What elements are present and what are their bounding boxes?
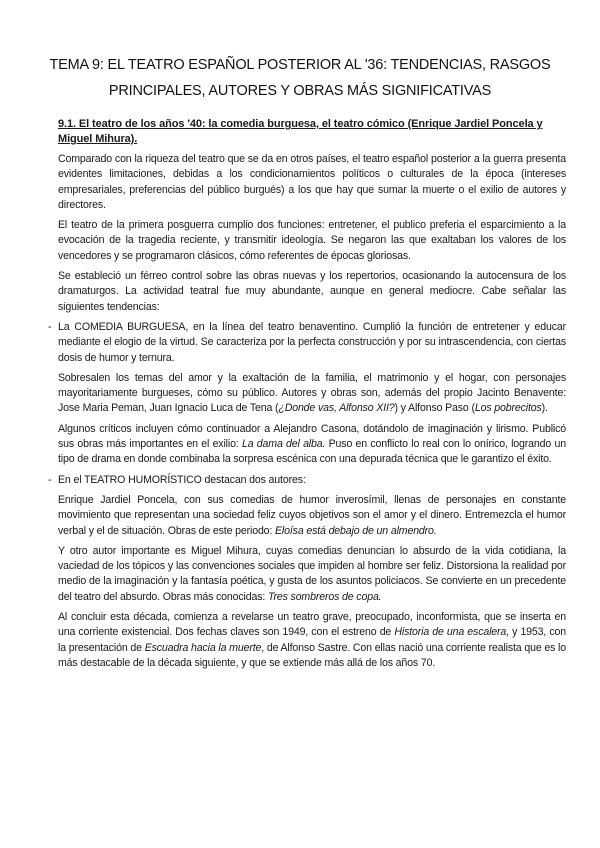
paragraph <box>58 371 566 417</box>
paragraph: Comparado con la riqueza del teatro que se da en otros países, el teatro español posterior a la guerra presenta evidentes limitaciones, debidas a los condicionamientos políticos o culturales de la época (intereses empresariales, preferencias del público burgués) a los que hay que sumar la muerte o el exilio de autores y directores. <box>58 153 566 211</box>
page-title: TEMA 9: EL TEATRO ESPAÑOL POSTERIOR AL '36: TENDENCIAS, RASGOS PRINCIPALES, AUTORES Y OBRAS MÁS SIGNIFICATIVAS <box>49 57 551 99</box>
work-title: Eloísa está debajo de un almendro. <box>275 524 437 537</box>
paragraph <box>58 544 566 605</box>
list-item <box>48 473 566 488</box>
work-title: Los pobrecitos <box>474 402 542 415</box>
text-run: Sobresalen los temas del amor y la exaltación de la familia, el matrimonio y el hogar, con personajes mayoritariamente burgueses, cómo su público. Autores y obras son, además del propio Jacinto Benavente: Jose Maria Peman, Juan Ignacio Luca de Tena ( <box>58 371 566 415</box>
paragraph: El teatro de la primera posguerra cumplio dos funciones: entretener, el publico preferia el esparcimiento a la evocación de la tragedia reciente, y transmitir ideología. Se negaron las que exaltaban los valores de los vencedores y se programaron clásicos, cómo referentes de épocas gloriosas. <box>58 219 566 262</box>
text-run: Al concluir esta década, comienza a revelarse un teatro grave, preocupado, inconformista, que se inserta en una corriente existencial. Dos fechas claves son 1949, con el estreno de <box>58 611 566 639</box>
work-title: La dama del alba. <box>241 438 326 451</box>
text-run: Enrique Jardiel Poncela, con sus comedias de humor inverosímil, llenas de personajes en constante movimiento que representan una sociedad feliz cuyos objetivos son el amor y el dinero. Entremezcla el humor verbal y el de situación. Obras de este periodo: <box>58 493 566 537</box>
paragraph-text: En el TEATRO HUMORÍSTICO destacan dos autores: <box>58 473 306 486</box>
paragraph <box>58 610 566 671</box>
text-run: Algunos críticos incluyen cómo continuador a Alejandro Casona, dotándolo de imaginación y lirismo. Publicó sus obras más importantes en el exilio: <box>58 422 566 451</box>
text-run: ) y Alfonso Paso ( <box>394 402 475 415</box>
bullet-dash: - <box>48 473 52 486</box>
bullet-dash: - <box>48 320 52 333</box>
text-run: Y otro autor importante es Miguel Mihura, cuyas comedias denuncian lo absurdo de la vida cotidiana, la vaciedad de los tópicos y las convenciones sociales que impiden al hombre ser feliz. Distorsiona la realidad por medio de la imaginación y la fantasía poética, y gusta de los asuntos policiacos. Se convierte en un precedente del teatro del absurdo. Obras más conocidas: <box>58 544 566 603</box>
work-title: ¿Donde vas, Alfonso XII? <box>278 402 395 415</box>
work-title: Escuadra hacia la muerte <box>144 641 262 654</box>
paragraph-text: La COMEDIA BURGUESA, en la línea del teatro benaventino. Cumplió la función de entretener y educar mediante el elogio de la virtud. Se caracteriza por la perfecta construcción y por su intrascendencia, con ciertas dosis de humor y ternura. <box>58 320 566 364</box>
work-title: Tres sombreros de copa. <box>267 590 382 603</box>
text-run: ). <box>541 402 548 415</box>
section-heading: 9.1. El teatro de los años '40: la comedia burguesa, el teatro cómico (Enrique Jardiel Poncela y Miguel Mihura). <box>58 118 543 145</box>
document-body <box>48 152 567 676</box>
text-run: Puso en conflicto lo real con lo onírico, logrando un tipo de drama en donde combinaba la sorpresa escénica con una depurada técnica que le garantizo el éxito. <box>58 438 566 466</box>
work-title: Historia de una escalera <box>394 626 507 639</box>
paragraph <box>58 422 566 468</box>
paragraph: Se estableció un férreo control sobre las obras nuevas y los repertorios, ocasionando la autocensura de los dramaturgos. La actividad teatral fue muy abundante, aunque en general mediocre. Cabe señalar las siguientes tendencias: <box>58 270 566 313</box>
text-run: , y 1953, con la presentación de <box>58 626 567 654</box>
paragraph <box>58 493 566 539</box>
text-run: , de Alfonso Sastre. Con ellas nació una corriente realista que es lo más destacable de la década siguiente, y que se extiende más allá de los años 70. <box>58 641 566 669</box>
list-item <box>48 320 566 366</box>
